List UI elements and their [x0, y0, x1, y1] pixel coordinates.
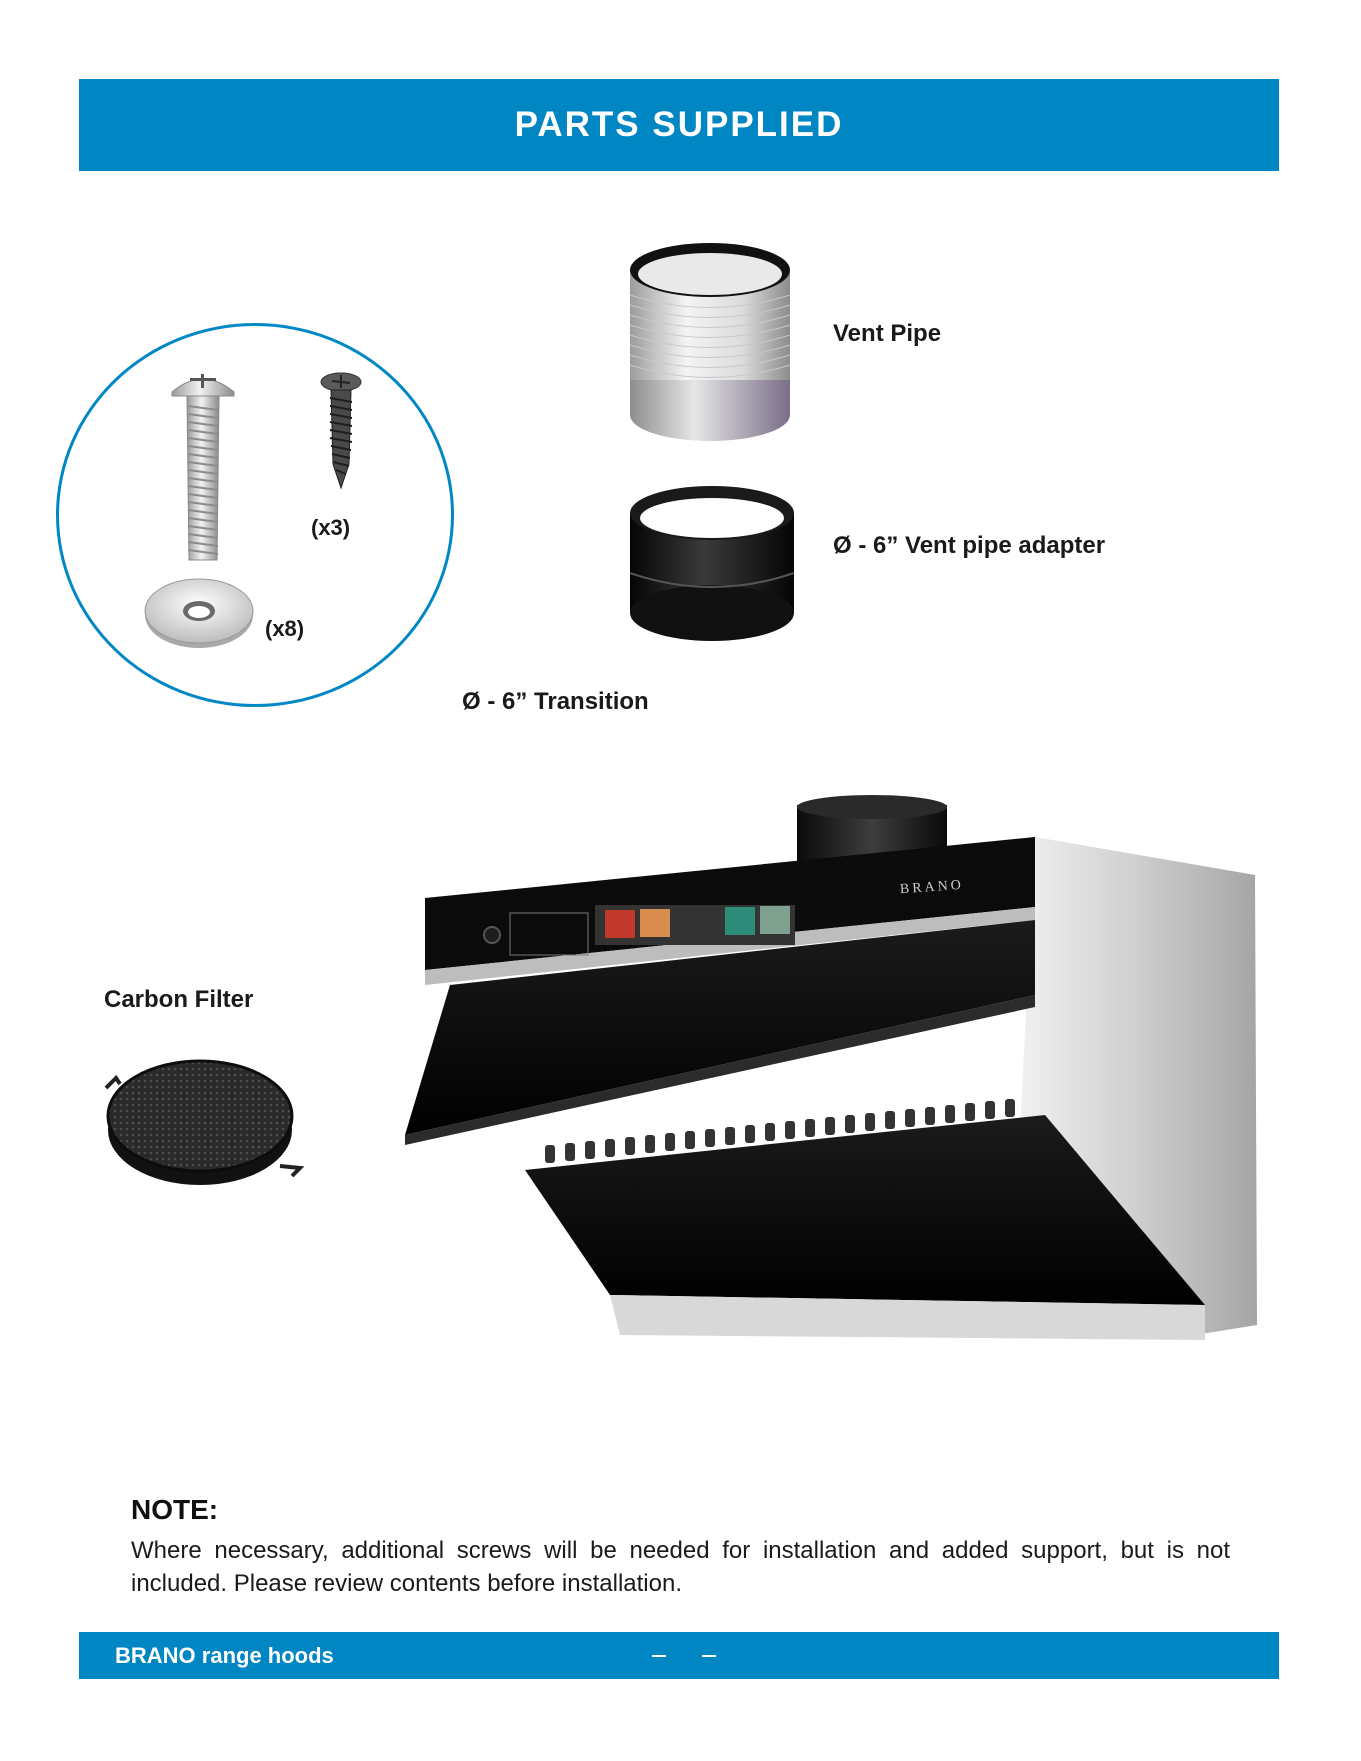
vent-pipe-adapter-label: Ø - 6” Vent pipe adapter [833, 532, 1106, 559]
hood-brand-logo: BRANO [899, 877, 965, 898]
footer-brand: BRANO range hoods [115, 1643, 334, 1668]
note-title: NOTE: [131, 1494, 219, 1525]
carbon-filter-image [100, 1048, 305, 1190]
header-bar [79, 79, 1279, 171]
note-body: Where necessary, additional screws will be needed for installation and added support, but is not included. Please review contents before installation. [131, 1537, 1230, 1597]
transition-label: Ø - 6” Transition [462, 688, 649, 715]
washer-icon [143, 575, 255, 650]
carbon-filter-label: Carbon Filter [104, 986, 254, 1013]
wood-screw-icon [318, 372, 364, 492]
bolt-quantity: (x8) [265, 616, 305, 641]
vent-pipe-label: Vent Pipe [833, 320, 942, 347]
vent-pipe-image [625, 240, 795, 445]
footer-bar [79, 1632, 1279, 1679]
range-hood-image [395, 795, 1270, 1340]
screw-quantity: (x3) [311, 515, 351, 540]
bolt-icon [168, 370, 238, 565]
footer-dash [652, 1655, 666, 1657]
vent-pipe-adapter-image [627, 483, 797, 643]
page-title: PARTS SUPPLIED [514, 105, 844, 144]
footer-dash [702, 1655, 716, 1657]
hardware-circle [56, 323, 454, 707]
